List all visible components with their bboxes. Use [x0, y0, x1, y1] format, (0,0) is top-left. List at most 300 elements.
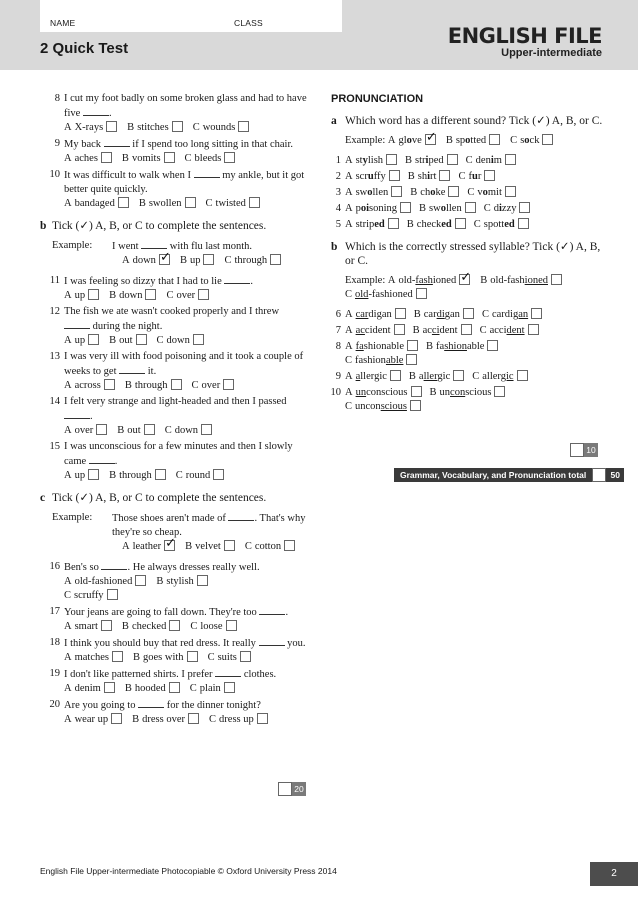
word-part: old-fash [490, 275, 525, 286]
option-word [356, 171, 386, 182]
stressed-part: o [430, 187, 436, 198]
option-text: X-rays [74, 122, 104, 133]
option-letter: B [133, 652, 141, 663]
example-label: Example: [52, 240, 93, 251]
option-letter: C [64, 590, 72, 601]
option-letter: C [192, 122, 200, 133]
option-word [419, 371, 450, 382]
options [64, 620, 310, 634]
answer-blank[interactable] [141, 239, 167, 249]
checkbox[interactable] [197, 575, 208, 586]
score-entry-box[interactable] [278, 782, 292, 796]
option-text: over [201, 380, 221, 391]
stressed-part: ed [504, 219, 515, 230]
word-part: p [355, 203, 361, 214]
answer-blank[interactable] [64, 319, 90, 329]
answer-option [458, 170, 495, 184]
option-text: matches [74, 652, 109, 663]
options [64, 197, 310, 211]
answer-blank[interactable] [104, 137, 130, 147]
footer-copyright: Photocopiable © Oxford University Press 2014 [159, 866, 337, 876]
option-word [476, 155, 502, 166]
option-word [415, 155, 444, 166]
checkbox[interactable] [390, 370, 401, 381]
checkbox[interactable] [489, 134, 500, 145]
option-text: down [132, 255, 156, 266]
word-part: check [416, 219, 442, 230]
word-part: old- [398, 275, 416, 286]
example-options [112, 254, 310, 268]
option-letter: B [117, 425, 125, 436]
checkbox[interactable] [101, 152, 112, 163]
example [345, 274, 603, 302]
left-column [40, 92, 310, 729]
option-letter: B [407, 171, 415, 182]
checkbox[interactable] [164, 152, 175, 163]
checkbox[interactable] [388, 218, 399, 229]
checkbox[interactable] [203, 254, 214, 265]
section-instruction: Tick (✓) A, B, or C to complete the sentences. [52, 220, 267, 232]
answer-option [480, 324, 539, 338]
answer-option [345, 308, 406, 322]
checkbox[interactable] [447, 154, 458, 165]
option-word [440, 387, 492, 398]
question-2 [331, 170, 603, 184]
option-letter: C [473, 219, 481, 230]
option-letter: A [345, 203, 353, 214]
example-text [112, 511, 310, 540]
word-part: scious [465, 387, 492, 398]
answer-blank[interactable] [259, 605, 285, 615]
option-text: swollen [148, 198, 182, 209]
option-letter: A [345, 387, 353, 398]
checkbox[interactable] [185, 197, 196, 208]
answer-option [510, 134, 553, 148]
question-10 [40, 168, 310, 211]
checkbox[interactable] [249, 197, 260, 208]
word-part: gan [444, 309, 460, 320]
answer-option [64, 589, 118, 603]
checkbox[interactable] [386, 154, 397, 165]
answer-option [64, 152, 112, 166]
option-letter: C [189, 683, 197, 694]
question-text [64, 168, 310, 197]
checkbox[interactable] [505, 186, 516, 197]
answer-blank[interactable] [215, 667, 241, 677]
options [64, 651, 310, 665]
question-15 [40, 440, 310, 483]
option-text: vomits [131, 153, 161, 164]
checkbox[interactable] [407, 340, 418, 351]
word-part: uncon [355, 401, 381, 412]
checkbox[interactable] [188, 713, 199, 724]
answer-option [109, 289, 156, 303]
checkbox[interactable] [394, 324, 405, 335]
answer-option [122, 254, 170, 268]
answer-option [133, 651, 198, 665]
stressed-part: o [524, 135, 530, 146]
checkbox[interactable] [136, 334, 147, 345]
option-text: down [166, 335, 190, 346]
answer-option [64, 379, 115, 393]
checkbox[interactable] [171, 379, 182, 390]
checkbox[interactable] [104, 682, 115, 693]
example [52, 239, 310, 268]
options [64, 121, 310, 135]
checkbox[interactable] [106, 121, 117, 132]
option-word [490, 275, 548, 286]
checkbox[interactable] [542, 134, 553, 145]
checkbox[interactable] [455, 218, 466, 229]
option-word [356, 203, 397, 214]
word-part: ac [422, 325, 432, 336]
option-word [429, 203, 462, 214]
word-part: -fashioned [368, 289, 413, 300]
option-word [482, 371, 513, 382]
option-letter: B [185, 541, 193, 552]
option-text: denim [74, 683, 101, 694]
checkbox[interactable] [257, 713, 268, 724]
question-text [64, 440, 310, 469]
option-text: velvet [195, 541, 221, 552]
option-text: stylish [166, 576, 194, 587]
answer-option [345, 354, 417, 368]
question-text [64, 350, 310, 379]
stressed-part: o [406, 135, 412, 146]
checkbox[interactable] [416, 288, 427, 299]
word-part: cardi [491, 309, 513, 320]
answer-option [345, 170, 400, 184]
checkbox[interactable] [400, 202, 411, 213]
word-part: ck [529, 135, 540, 146]
word-part: d [493, 203, 499, 214]
stressed-part: fash [415, 275, 433, 286]
checkbox[interactable] [88, 469, 99, 480]
section-instruction: Which is the correctly stressed syllable? Tick (✓) A, B, or C. [345, 241, 601, 267]
answer-blank[interactable] [194, 168, 220, 178]
option-letter: A [64, 198, 72, 209]
class-label: CLASS [234, 18, 263, 28]
question-text [64, 698, 310, 713]
option-word [520, 135, 539, 146]
answer-option [410, 186, 459, 200]
options [64, 152, 310, 166]
checkbox[interactable] [391, 186, 402, 197]
answer-option [156, 575, 207, 589]
checkbox-ticked[interactable] [159, 254, 170, 265]
answer-option [64, 121, 117, 135]
answer-blank[interactable] [224, 274, 250, 284]
answer-option [426, 340, 498, 354]
page-header [0, 0, 638, 70]
answer-blank[interactable] [89, 454, 115, 464]
word-part: str [415, 155, 426, 166]
checkbox-ticked[interactable] [164, 540, 175, 551]
checkbox[interactable] [104, 379, 115, 390]
stressed-part: ac [355, 325, 365, 336]
footer-book: English File Upper-intermediate [40, 866, 160, 876]
example-post: with flu last month. [167, 241, 253, 252]
checkbox[interactable] [145, 289, 156, 300]
checkbox[interactable] [101, 620, 112, 631]
word-part: cident [364, 325, 391, 336]
checkbox-ticked[interactable] [459, 274, 470, 285]
answer-blank[interactable] [64, 409, 90, 419]
option-letter: A [64, 576, 72, 587]
checkbox[interactable] [198, 289, 209, 300]
option-letter: A [64, 425, 72, 436]
option-letter: C [345, 355, 353, 366]
answer-blank[interactable] [119, 364, 145, 374]
checkbox[interactable] [284, 540, 295, 551]
question-text [64, 636, 310, 651]
option-letter: B [412, 325, 420, 336]
question-post: . He always dresses really well. [127, 562, 260, 573]
question-11 [40, 274, 310, 303]
answer-option [122, 152, 175, 166]
question-number: 19 [49, 668, 60, 679]
question-13 [40, 350, 310, 393]
checkbox[interactable] [112, 651, 123, 662]
checkbox[interactable] [461, 324, 472, 335]
checkbox[interactable] [519, 202, 530, 213]
option-letter: B [408, 371, 416, 382]
word-part: llen [445, 203, 462, 214]
question-number: 3 [335, 187, 341, 198]
question-number: 8 [54, 93, 60, 104]
question-pre: I felt very strange and light-headed and then I passed [64, 396, 287, 407]
answer-option [430, 386, 506, 400]
question-number: 9 [335, 371, 341, 382]
answer-option [482, 308, 542, 322]
question-number: 8 [335, 341, 341, 352]
option-word [417, 219, 452, 230]
checkbox[interactable] [201, 424, 212, 435]
option-letter: C [166, 290, 174, 301]
word-part: scr [355, 171, 368, 182]
option-letter: C [481, 309, 489, 320]
word-part: ch [420, 187, 431, 198]
question-text [64, 605, 310, 620]
word-part: fashion [355, 355, 386, 366]
word-part: ke [435, 187, 446, 198]
checkbox[interactable] [172, 121, 183, 132]
option-letter: B [405, 155, 413, 166]
section-instruction: Which word has a different sound? Tick (✓) A, B, or C. [345, 115, 603, 127]
option-letter: A [345, 325, 353, 336]
checkbox[interactable] [448, 186, 459, 197]
checkbox[interactable] [505, 154, 516, 165]
checkbox[interactable] [193, 334, 204, 345]
checkbox[interactable] [487, 340, 498, 351]
question-text [64, 395, 310, 424]
checkbox[interactable] [463, 308, 474, 319]
question-pre: I was unconscious for a few minutes and then I slowly came [64, 441, 293, 467]
checkbox[interactable] [406, 354, 417, 365]
answer-option [193, 121, 250, 135]
question-text [64, 667, 310, 682]
question-post: during the night. [90, 321, 163, 332]
word-part: zzy [501, 203, 517, 214]
answer-option [190, 682, 235, 696]
option-letter: A [345, 187, 353, 198]
checkbox[interactable] [213, 469, 224, 480]
answer-option [345, 186, 402, 200]
checkbox[interactable] [111, 713, 122, 724]
answer-option [127, 121, 183, 135]
question-number: 4 [335, 203, 341, 214]
checkbox[interactable] [240, 651, 251, 662]
option-letter: A [64, 122, 72, 133]
checkbox[interactable] [411, 386, 422, 397]
option-letter: C [458, 171, 466, 182]
total-entry-box[interactable] [592, 468, 606, 482]
option-letter: B [480, 275, 488, 286]
stressed-part: gic [500, 371, 514, 382]
answer-option [64, 334, 99, 348]
answer-option [192, 379, 235, 393]
answer-blank[interactable] [259, 636, 285, 646]
score-entry-box[interactable] [570, 443, 584, 457]
stressed-part: ci [431, 325, 440, 336]
answer-blank[interactable] [228, 511, 254, 521]
answer-blank[interactable] [138, 698, 164, 708]
option-word [356, 187, 389, 198]
option-letter: C [479, 325, 487, 336]
option-letter: A [122, 255, 130, 266]
option-word [420, 187, 445, 198]
stressed-part: i [427, 171, 431, 182]
word-part: able [466, 341, 485, 352]
checkbox[interactable] [410, 400, 421, 411]
checkbox[interactable] [551, 274, 562, 285]
checkbox[interactable] [107, 589, 118, 600]
checkbox[interactable] [135, 575, 146, 586]
answer-option [345, 340, 418, 354]
checkbox[interactable] [518, 218, 529, 229]
checkbox[interactable] [169, 620, 180, 631]
checkbox[interactable] [224, 152, 235, 163]
question-text [64, 274, 310, 289]
word-part: ped [428, 155, 444, 166]
checkbox[interactable] [224, 682, 235, 693]
option-letter: B [406, 219, 414, 230]
answer-option [64, 651, 123, 665]
section-letter: a [331, 115, 337, 127]
option-letter: B [127, 122, 135, 133]
checkbox[interactable] [169, 682, 180, 693]
option-letter: A [64, 652, 72, 663]
checkbox[interactable] [465, 202, 476, 213]
checkbox[interactable] [439, 170, 450, 181]
option-letter: C [345, 289, 353, 300]
option-letter: C [472, 371, 480, 382]
option-letter: C [224, 255, 232, 266]
checkbox[interactable] [238, 121, 249, 132]
checkbox[interactable] [389, 170, 400, 181]
example-label: Example: [52, 512, 93, 523]
checkbox[interactable] [484, 170, 495, 181]
stressed-part: i [490, 155, 494, 166]
word-part: m [493, 155, 502, 166]
answer-option [245, 540, 295, 554]
answer-option [122, 620, 180, 634]
stressed-part: i [498, 203, 502, 214]
checkbox[interactable] [517, 370, 528, 381]
checkbox[interactable] [528, 324, 539, 335]
checkbox[interactable] [531, 308, 542, 319]
option-text: old-fashioned [74, 576, 133, 587]
question-number: 10 [49, 169, 60, 180]
right-column [331, 92, 603, 416]
checkbox[interactable] [88, 334, 99, 345]
word-part: r [477, 171, 482, 182]
checkbox[interactable] [144, 424, 155, 435]
score-max: 20 [292, 782, 306, 796]
word-part: shionable [363, 341, 405, 352]
answer-option [64, 289, 99, 303]
checkbox[interactable] [270, 254, 281, 265]
word-part: sh [417, 171, 428, 182]
checkbox[interactable] [187, 651, 198, 662]
answer-option [408, 170, 451, 184]
question-number: 12 [49, 306, 60, 317]
word-part: dent [439, 325, 458, 336]
checkbox[interactable] [118, 197, 129, 208]
checkbox[interactable] [224, 540, 235, 551]
option-word [418, 171, 437, 182]
word-part: s [520, 135, 525, 146]
question-pre: I think you should buy that red dress. It really [64, 638, 259, 649]
answer-option [414, 308, 474, 322]
option-letter: C [164, 425, 172, 436]
checkbox[interactable] [88, 289, 99, 300]
checkbox-ticked[interactable] [425, 134, 436, 145]
question-9 [331, 370, 603, 384]
question-19 [40, 667, 310, 696]
question-pre: The fish we ate wasn't cooked properly and I threw [64, 306, 280, 317]
question-number: 7 [335, 325, 341, 336]
options [64, 575, 310, 603]
name-label: NAME [50, 18, 76, 28]
checkbox[interactable] [494, 386, 505, 397]
checkbox[interactable] [96, 424, 107, 435]
option-word [424, 309, 460, 320]
checkbox[interactable] [395, 308, 406, 319]
answer-blank[interactable] [101, 560, 127, 570]
option-text: up [74, 290, 86, 301]
question-8 [331, 340, 603, 368]
answer-option [446, 134, 500, 148]
question-20 [40, 698, 310, 727]
word-part: tted [470, 135, 487, 146]
checkbox[interactable] [453, 370, 464, 381]
checkbox[interactable] [223, 379, 234, 390]
question-number: 11 [49, 275, 60, 286]
question-number: 13 [49, 351, 60, 362]
checkbox[interactable] [155, 469, 166, 480]
name-class-strip [40, 0, 342, 32]
answer-option [180, 254, 215, 268]
page-number: 2 [590, 862, 638, 886]
option-letter: C [207, 652, 215, 663]
word-part: acci [489, 325, 507, 336]
word-part: un [439, 387, 451, 398]
option-letter: A [387, 275, 396, 286]
checkbox[interactable] [226, 620, 237, 631]
option-word [356, 341, 404, 352]
answer-blank[interactable] [83, 106, 109, 116]
